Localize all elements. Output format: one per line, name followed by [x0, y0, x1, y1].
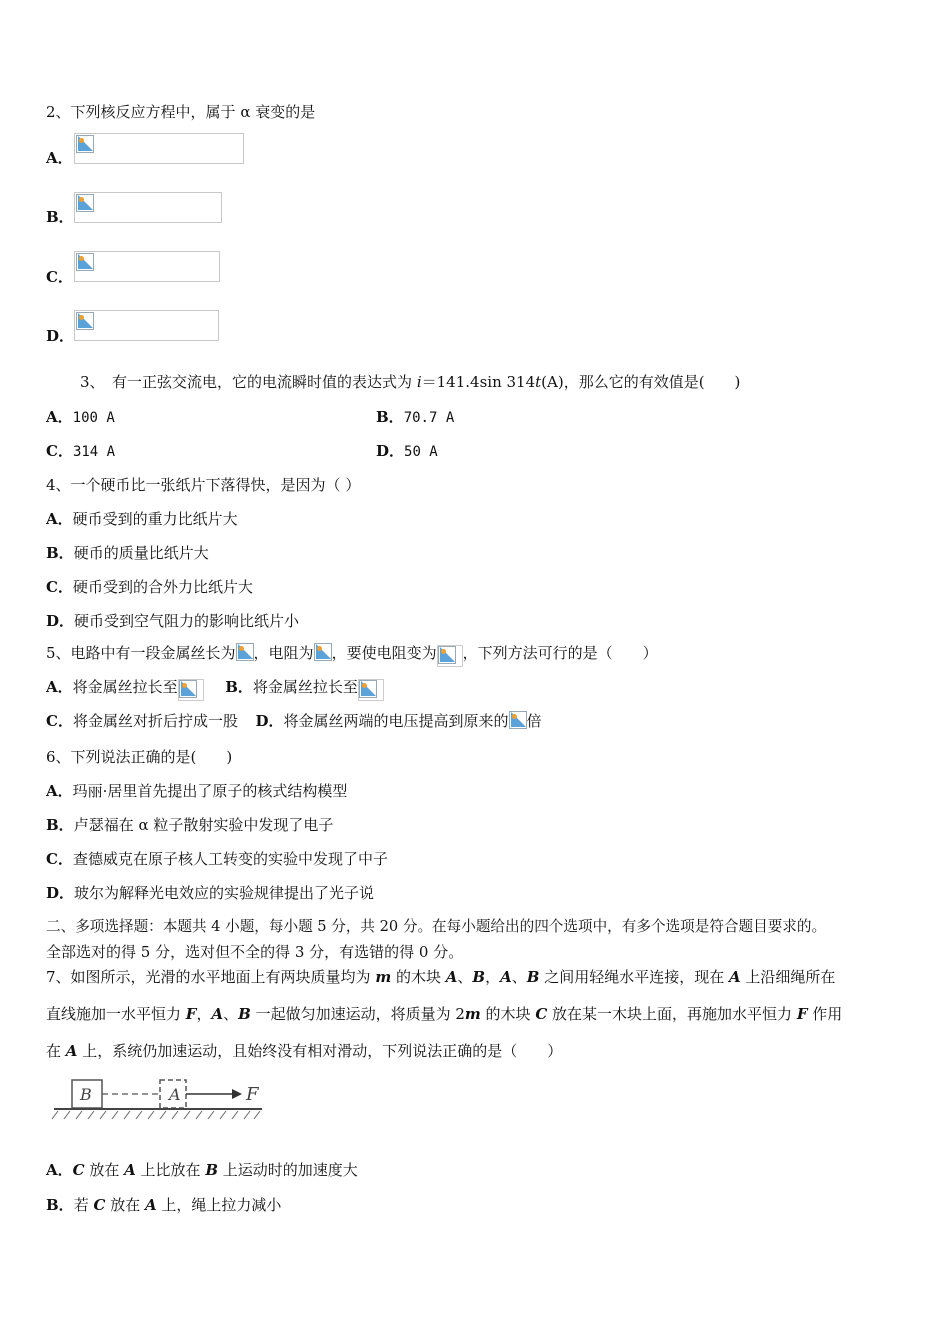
q7-text: 、 [511, 968, 527, 986]
broken-image-icon [314, 643, 332, 661]
q3-stem-part: (A)，那么它的有效值是( ) [541, 373, 741, 391]
option-label: C． [46, 578, 73, 596]
q6-option-a [46, 781, 347, 801]
q7-option-b [46, 1195, 281, 1215]
q7-text: 、 [457, 968, 473, 986]
q7-var: C [72, 1161, 85, 1179]
option-text: 放在 [84, 1161, 125, 1179]
q6-option-c [46, 849, 388, 869]
block-a-label: A [169, 1085, 181, 1104]
q7-var: A [729, 968, 741, 986]
q7-text: 放在某一木块上面，再施加水平恒力 [547, 1005, 797, 1023]
q7-var: C [93, 1196, 106, 1214]
q7-var: m [375, 968, 392, 986]
option-label: B． [46, 816, 74, 834]
q2-option-d-label: D． [46, 327, 75, 345]
section2-instructions-line2: 全部选对的得 5 分，选对但不全的得 3 分，有选错的得 0 分。 [46, 943, 464, 961]
option-text: 50 A [404, 444, 438, 460]
option-label: A． [46, 678, 73, 696]
q6-option-d [46, 883, 374, 903]
option-text: 若 [73, 1196, 94, 1214]
q7-text: 、 [223, 1005, 239, 1023]
option-text: 将金属丝对折后拧成一股 [72, 712, 238, 730]
q7-var: B [238, 1005, 251, 1023]
formula-image [358, 679, 384, 701]
option-text: 将金属丝拉长至 [252, 678, 358, 696]
option-text: 玻尔为解释光电效应的实验规律提出了光子说 [74, 884, 375, 902]
broken-image-icon [359, 680, 377, 698]
q7-text: 直线施加一水平恒力 [46, 1005, 186, 1023]
q7-var: A [445, 968, 458, 986]
q2-option-a-image [74, 133, 244, 164]
option-label: A． [46, 510, 73, 528]
q3-var-t: t [535, 373, 542, 391]
ground-hatching [52, 1111, 260, 1119]
q3-var-i: i [416, 373, 422, 391]
q7-option-a [46, 1160, 358, 1180]
option-label: D． [376, 442, 405, 460]
option-label: D． [255, 712, 284, 730]
q5-stem-part: 5、电路中有一段金属丝长为 [46, 644, 236, 662]
force-arrow-head [232, 1089, 242, 1099]
q3-stem [80, 372, 740, 392]
q4-option-c [46, 577, 253, 597]
q7-text: ， [485, 968, 501, 986]
option-text: 上比放在 [135, 1161, 206, 1179]
option-label: A． [46, 408, 73, 426]
broken-image-icon [76, 135, 94, 153]
option-text: 放在 [105, 1196, 145, 1214]
option-text: 硬币受到的合外力比纸片大 [72, 578, 253, 596]
broken-image-icon [76, 253, 94, 271]
q7-text: 7、如图所示，光滑的水平地面上有两块质量均为 [46, 968, 376, 986]
q7-text: 之间用轻绳水平连接，现在 [539, 968, 729, 986]
q2-option-a-label: A． [46, 149, 73, 167]
q3-option-c [46, 441, 115, 462]
option-label: C． [46, 712, 73, 730]
option-text: 玛丽·居里首先提出了原子的核式结构模型 [72, 782, 348, 800]
formula-image [178, 679, 204, 701]
option-text: 硬币受到空气阻力的影响比纸片小 [74, 612, 300, 630]
option-text: 将金属丝两端的电压提高到原来的 [283, 712, 509, 730]
q4-option-a [46, 509, 238, 529]
q6-option-b [46, 815, 333, 835]
q7-text: 上，系统仍加速运动，且始终没有相对滑动，下列说法正确的是（ ） [77, 1042, 563, 1060]
q7-text: ， [196, 1005, 212, 1023]
broken-image-icon [236, 643, 254, 661]
q7-var: A [500, 968, 512, 986]
q5-stem-part: ，下列方法可行的是（ ） [462, 644, 658, 662]
q2-option-d-image [74, 310, 219, 341]
force-label: F [246, 1084, 259, 1105]
option-label: D． [46, 884, 75, 902]
option-label: B． [225, 678, 253, 696]
q7-stem-line2 [46, 1004, 842, 1024]
block-b-label: B [80, 1085, 92, 1104]
q2-option-c-image [74, 251, 220, 282]
q4-option-b [46, 543, 209, 563]
q7-var: A [124, 1161, 136, 1179]
option-text: 硬币的质量比纸片大 [73, 544, 209, 562]
q3-option-b [376, 407, 454, 428]
option-text: 70.7 A [403, 410, 455, 426]
q2-option-c-label: C． [46, 268, 73, 286]
q7-var: A [144, 1196, 157, 1214]
q2-option-b-image [74, 192, 222, 223]
option-text: 上，绳上拉力减小 [156, 1196, 282, 1214]
q2-option-b-label: B． [46, 208, 74, 226]
q6-stem: 6、下列说法正确的是( ) [46, 748, 233, 766]
q4-option-d [46, 611, 299, 631]
q2-stem: 2、下列核反应方程中，属于 α 衰变的是 [46, 103, 316, 121]
option-text: 查德威克在原子核人工转变的实验中发现了中子 [72, 850, 388, 868]
option-text: 倍 [526, 712, 542, 730]
q7-figure-blocks-diagram [48, 1075, 278, 1135]
q3-stem-part: ＝141.4sin 314 [421, 373, 536, 391]
option-text: 上运动时的加速度大 [218, 1161, 358, 1179]
q7-var: B [526, 968, 540, 986]
q4-stem: 4、一个硬币比一张纸片下落得快，是因为（ ） [46, 476, 361, 494]
broken-image-icon [438, 646, 456, 664]
broken-image-icon [76, 312, 94, 330]
section2-instructions-line1: 二、多项选择题：本题共 4 小题，每小题 5 分，共 20 分。在每小题给出的四个选项中，有多个选项是符合题目要求的。 [46, 918, 827, 935]
option-label: B． [46, 1196, 74, 1214]
option-text: 100 A [72, 410, 115, 426]
q5-stem [46, 643, 658, 667]
option-label: A． [46, 1161, 73, 1179]
q7-stem-line3 [46, 1041, 562, 1061]
q7-var: B [472, 968, 486, 986]
q7-var: m [464, 1005, 481, 1023]
q7-var: F [185, 1005, 197, 1023]
q7-var: A [211, 1005, 224, 1023]
q7-var: A [65, 1042, 78, 1060]
q3-option-a [46, 407, 115, 428]
q7-stem-line1 [46, 967, 835, 987]
option-label: B． [46, 544, 74, 562]
formula-image [437, 645, 463, 667]
q3-option-d [376, 441, 438, 462]
broken-image-icon [76, 194, 94, 212]
q7-text: 的木块 [391, 968, 446, 986]
option-label: C． [46, 850, 73, 868]
q7-text: 在 [46, 1042, 66, 1060]
q7-text: 作用 [807, 1005, 843, 1023]
q7-text: 的木块 [480, 1005, 536, 1023]
q7-var: F [796, 1005, 808, 1023]
q5-stem-part: ，电阻为 [253, 644, 314, 662]
broken-image-icon [179, 680, 197, 698]
q7-var: C [535, 1005, 548, 1023]
q5-option-ab [46, 677, 384, 701]
option-text: 卢瑟福在 α 粒子散射实验中发现了电子 [73, 816, 334, 834]
q5-option-cd [46, 711, 542, 731]
q7-text: 一起做匀加速运动，将质量为 2 [250, 1005, 465, 1023]
option-label: D． [46, 612, 75, 630]
option-label: B． [376, 408, 404, 426]
broken-image-icon [509, 711, 527, 729]
option-label: C． [46, 442, 73, 460]
option-text: 将金属丝拉长至 [72, 678, 178, 696]
option-label: A． [46, 782, 73, 800]
option-text: 314 A [72, 444, 116, 460]
option-text: 硬币受到的重力比纸片大 [72, 510, 238, 528]
q3-stem-part: 3、 有一正弦交流电，它的电流瞬时值的表达式为 [80, 373, 417, 391]
q7-var: B [205, 1161, 219, 1179]
q5-stem-part: ，要使电阻变为 [331, 644, 437, 662]
q7-text: 上沿细绳所在 [740, 968, 836, 986]
